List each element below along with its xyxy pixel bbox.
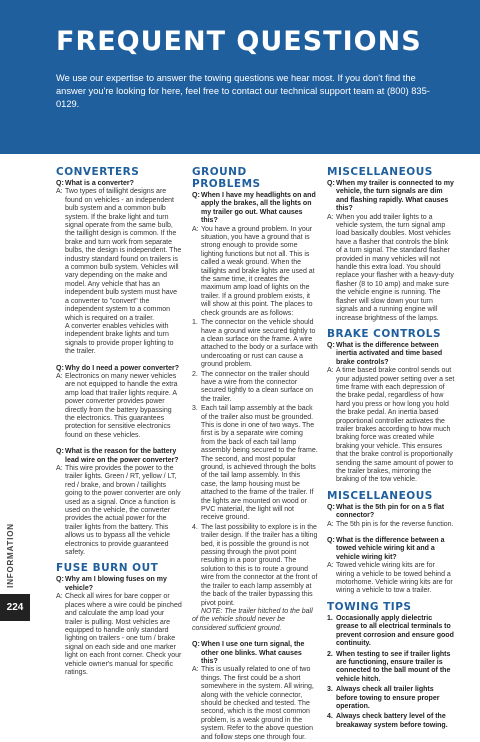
section-heading-fuse-burn-out: FUSE BURN OUT bbox=[56, 562, 159, 575]
towing-tips-list bbox=[327, 615, 455, 730]
list-item: 3. Always check all trailer lights before towing to ensure proper operation. bbox=[327, 686, 440, 710]
question: Q: When I use one turn signal, the other one blinks. What causes this? bbox=[192, 641, 305, 665]
section-heading-miscellaneous: MISCELLANEOUS bbox=[327, 166, 433, 178]
answer: A: Electronics on many newer vehicles are not equipped to handle the extra amp load that trailer lights require. A power converter provides power directly from the battery bypassing the electronics. This guarantees protection for sensitive electronics found on these vehicles. bbox=[56, 372, 178, 439]
column-3 bbox=[327, 166, 455, 732]
answer: A: Check all wires for bare copper or places where a wire could be pinched and calculate the amp load your trailer is pulling. Most vehicles are equipped to handle only standard lighting on trailers - one turn / brake signal on each side and one marker light on each front corner. Check your vehicle owner's manual for specific ratings. bbox=[56, 593, 182, 676]
answer: A: This wire provides the power to the trailer lights. Green / RT, yellow / LT, red / brake, and brown / taillights going to the power converter are only used as a signal. Once a function is used on the vehicle, the converter provides the actual power for the trailer lights from the battery. This allows us to bypass all the vehicle electronics to provide guaranteed safety. bbox=[56, 465, 181, 557]
question: Q: Why am I blowing fuses on my vehicle? bbox=[56, 576, 167, 592]
section-heading-converters: CONVERTERS bbox=[56, 166, 140, 178]
list-item: 4. Always check battery level of the breakaway system before towing. bbox=[327, 713, 448, 729]
question: Q: What is the difference between inertia activated and time based brake controls? bbox=[327, 341, 443, 366]
column-2 bbox=[192, 166, 318, 742]
question: Q: What is a converter? bbox=[56, 180, 134, 187]
question: Q: What is the difference between a towed vehicle wiring kit and a vehicle wiring kit? bbox=[327, 537, 445, 561]
list-item: 4. The last possibility to explore is in the trailer design. If the trailer has a tilting bed, it is possible the ground is not passing through the pivot point resulting in a poor ground. The solution to this is to route a ground wire from the connector at the front of the trailer to each lamp assembly at the back of the trailer bypassing this pivot point. bbox=[192, 523, 318, 607]
answer: A: Two types of taillight designs are found on vehicles - an independent bulb system and a common bulb system. If the brake light and turn signal operate from the same bulb, the taillight design is common. If the brake and turn work from separate bulbs, the design is independent. The industry standard found on trailers is a common bulb system. Vehicles will vary depending on the make and model. Any vehicle that has an independent bulb system must have a converter to "convert" the independent system to a common which is required on a trailer. A converter enables vehicles with independent brake lights and turn signals to provide proper lighting to the trailer. bbox=[56, 188, 182, 356]
column-1 bbox=[56, 166, 182, 677]
section-heading-ground-problems: GROUND PROBLEMS bbox=[192, 166, 261, 190]
list-item: 3. Each tail lamp assembly at the back of the trailer also must be grounded. This is done in one of two ways. The first is by a separate wire coming from the back of each tail lamp assembly being secured to the frame. The second, and most popular ground, is achieved through the bolts of the tail lamp assembly. In this case, the lamp housing must be attached to the frame of the trailer. If the lights are mounted on wood or PVC material, the light will not receive ground. bbox=[192, 405, 318, 522]
answer: A: You have a ground problem. In your situation, you have a ground that is strong enough to provide some lighting functions but not all. This is called a weak ground. When the taillights and brake lights are used at the same time, it creates the maximum amp load of lights on the trailer. If a ground problem exists, it will show at this point. The places to check grounds are as follows: bbox=[192, 225, 315, 317]
list-item: 2. The connector on the trailer should have a wire from the connector secured tightly to a clean surface on the trailer. bbox=[192, 370, 314, 403]
section-label: INFORMATION bbox=[5, 522, 15, 588]
answer: A: This is usually related to one of two things. The first could be a short somewhere in the system. All wiring, along with the vehicle connector, should be checked and tested. The second, which is the most common problem, is a weak ground in the system. Refer to the above question and follow steps one through four. bbox=[192, 666, 314, 741]
answer: A: When you add trailer lights to a vehicle system, the turn signal amp load basically doubles. Most vehicles have a flasher that controls the blink of a turn signal. The standard flasher provided in many vehicles will not handle this extra load. You should replace your flasher with a heavy-duty flasher (8 to 10 amp) and make sure the vehicle engine is running. The flasher will slow down your turn signals and a running engine will increase brightness of the lamps. bbox=[327, 213, 454, 322]
note: NOTE: The trailer hitched to the ball of the vehicle should never be considered sufficient ground. bbox=[192, 607, 313, 632]
list-item: 1. Occasionally apply dielectric grease to all electrical terminals to prevent corrosion and ensure good continuity. bbox=[327, 614, 454, 648]
answer: A: Towed vehicle wiring kits are for wiring a vehicle to be towed behind a motorhome. Vehicle wiring kits are for wiring a vehicle to tow a trailer. bbox=[327, 562, 453, 595]
question: Q: When my trailer is connected to my vehicle, the turn signals are dim and flashing rapidly. What causes this? bbox=[327, 180, 454, 213]
answer: A: A time based brake control sends out your adjusted power setting over a set time frame with each depression of the brake pedal, regardless of how hard you press or how long you hold the brake pedal. An inertia based proportional controller activates the trailer brakes according to how much braking force was created while braking your vehicle. This ensures that the brake control is proportionally sending the same amount of power to the trailer brakes, mirroring the braking of the tow vehicle. bbox=[327, 367, 455, 484]
section-heading-miscellaneous: MISCELLANEOUS bbox=[327, 489, 433, 502]
page-intro: We use our expertise to answer the towing questions we hear most. If you don't find the answer you're looking for here, feel free to contact our technical support team at (800) 835-0129. bbox=[56, 73, 430, 109]
section-tab bbox=[0, 522, 20, 588]
question: Q: What is the 5th pin for on a 5 flat connector? bbox=[327, 503, 445, 520]
header-banner bbox=[0, 0, 480, 154]
list-item: 1. The connector on the vehicle should have a ground wire secured tightly to a clean surface on the frame. A wire attached to the body or a surface with undercoating or rust can cause a ground problem. bbox=[192, 319, 318, 369]
page-number: 224 bbox=[0, 594, 30, 621]
page-title: FREQUENT QUESTIONS bbox=[56, 26, 422, 57]
section-heading-towing-tips: TOWING TIPS bbox=[327, 600, 412, 613]
section-heading-brake-controls: BRAKE CONTROLS bbox=[327, 327, 442, 340]
list-item: 2. When testing to see if trailer lights are functioning, ensure trailer is connected to the ball mount of the vehicle hitch. bbox=[327, 650, 451, 683]
question: Q: What is the reason for the battery lead wire on the power converter? bbox=[56, 448, 179, 464]
question: Q: Why do I need a power converter? bbox=[56, 364, 179, 372]
answer: A: The 5th pin is for the reverse function. bbox=[327, 520, 454, 528]
question: Q: When I have my headlights on and apply the brakes, all the lights on my trailer go out. What causes this? bbox=[192, 192, 316, 225]
